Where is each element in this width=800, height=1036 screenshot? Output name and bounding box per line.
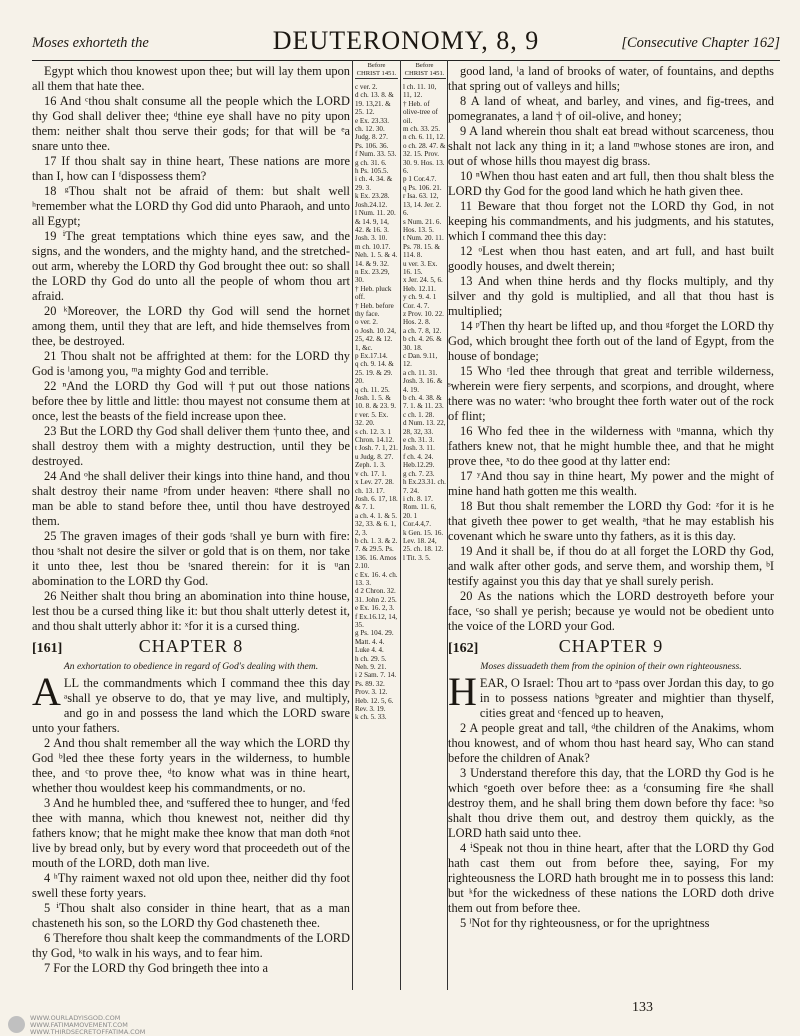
chapter-number: [162]	[448, 641, 479, 656]
cross-reference: a ch. 11. 31. Josh. 3. 16. & 4. 19.	[403, 368, 443, 394]
cross-reference: l Tit. 3. 5.	[403, 553, 431, 562]
verse: 2 A people great and tall, ᵈthe children of the Anakims, whom thou knowest, and of whom thou hast heard say, Who can stand before the children of Anak?	[448, 721, 774, 765]
cross-reference: f Num. 33. 53.	[355, 150, 397, 159]
running-header	[32, 26, 780, 61]
cross-reference: p 1 Cor.4.7.	[403, 175, 437, 184]
cross-reference: x Jer. 24. 5, 6. Heb. 12.11.	[403, 276, 443, 293]
drop-cap: A	[32, 669, 61, 714]
cross-reference: c Dan. 9.11, 12.	[403, 352, 438, 369]
verse: 18 ᵍThou shalt not be afraid of them: but shalt well ʰremember what the LORD thy God did unto Pharaoh, and unto all Egypt;	[32, 184, 350, 228]
cross-reference: b ch. 1. 3. & 2. 7. & 29.5. Ps. 136. 16. Amos 2.10.	[355, 536, 398, 571]
reference-list	[403, 83, 446, 562]
right-text-column	[448, 64, 774, 1004]
verse-1	[448, 669, 774, 721]
cross-reference: a ch. 7. 8, 12.	[403, 326, 442, 335]
cross-reference: o ver. 2.	[355, 318, 378, 327]
verse: good land, ˡa land of brooks of water, of fountains, and depths that spring out of valleys and hills;	[448, 64, 774, 93]
verse: 13 And when thine herds and thy flocks multiply, and thy silver and thy gold is multiplied, and all that thou hast is multiplied;	[448, 274, 774, 318]
cross-reference: q Ps. 106. 21.	[403, 183, 442, 192]
verse: 9 A land wherein thou shalt eat bread without scarceness, thou shalt not lack any thing in it; a land ᵐwhose stones are iron, and out of whose hills thou mayest dig brass.	[448, 124, 774, 168]
watermark-line: WWW.THIRDSECRETOFFATIMA.COM	[30, 1028, 146, 1036]
watermark-line: WWW.OURLADYISGOD.COM	[30, 1014, 121, 1022]
consecutive-chapter-label: [Consecutive Chapter 162]	[621, 35, 780, 51]
cross-reference: o Josh. 10. 24, 25, 42. & 12. 1, &c.	[355, 326, 396, 352]
verse: 15 Who ʳled thee through that great and terrible wilderness, ˢwherein were fiery serpents, and scorpions, and drought, where there was no water: ᵗwho brought thee forth water out of the rock of flint;	[448, 364, 774, 423]
cross-reference: r Isa. 63. 12, 13, 14. Jer. 2. 6.	[403, 192, 442, 218]
cross-reference: c ch. 1. 28.	[403, 410, 435, 419]
verse: 7 For the LORD thy God bringeth thee into a	[44, 961, 269, 974]
verse: 25 The graven images of their gods ʳshall ye burn with fire: thou ˢshalt not desire the silver or gold that is on them, nor take it unto thee, lest thou be ᵗsnared therein: for it is ᵘan abomination to the LORD thy God.	[32, 529, 350, 588]
cross-reference: k ch. 5. 33.	[355, 713, 387, 722]
verse: 19 And it shall be, if thou do at all forget the LORD thy God, and walk after other gods, and serve them, and worship them, ᵇI testify against you this day that ye shall surely perish.	[448, 544, 774, 588]
cross-reference: e Ex. 23.33. ch. 12. 30. Judg. 8. 27. Ps. 106. 36.	[355, 116, 390, 150]
cross-reference: i 2 Sam. 7. 14. Ps. 89. 32. Prov. 3. 12. Heb. 12. 5, 6. Rev. 3. 19.	[355, 671, 397, 714]
chapter-8-heading	[32, 638, 350, 660]
verse: 17 ʸAnd thou say in thine heart, My power and the might of mine hand hath gotten me this wealth.	[448, 469, 774, 498]
chapter-7-verses	[32, 64, 350, 634]
cross-reference: n Ex. 23.29, 30.	[355, 267, 390, 285]
chapter-summary: Moses dissuadeth them from the opinion of their own righteousness.	[480, 661, 742, 672]
verse: 8 A land of wheat, and barley, and vines, and fig-trees, and pomegranates, a land † of oil-olive, and honey;	[448, 94, 774, 123]
cross-reference: † Heb. pluck off.	[355, 284, 392, 302]
verse: 3 And he humbled thee, and ᵉsuffered thee to hunger, and ᶠfed thee with manna, which thou knewest not, neither did thy fathers know; that he might make thee know that man doth ᵍnot live by bread only, but by every word that proceedeth out of the mouth of the LORD, doth man live.	[32, 796, 350, 870]
header-left-text: Moses exhorteth the	[32, 35, 149, 51]
verse: 12 ᵒLest when thou hast eaten, and art full, and hast built goodly houses, and dwelt therein;	[448, 244, 774, 273]
verse: 22 ⁿAnd the LORD thy God will †put out those nations before thee by little and little: thou mayest not consume them at once, lest the beasts of the field increase upon thee.	[32, 379, 350, 423]
reference-list	[355, 83, 398, 722]
cross-reference: m ch. 33. 25.	[403, 125, 441, 134]
cross-reference: h Ps. 105.5.	[355, 167, 389, 176]
chapter-title: CHAPTER 8	[138, 636, 244, 656]
cross-reference: v ch. 17. 1.	[355, 469, 387, 478]
verse: 6 Therefore thou shalt keep the commandments of the LORD thy God, ᵏto walk in his ways, and to fear him.	[32, 931, 350, 960]
cross-reference: c ver. 2.	[355, 83, 378, 91]
cross-reference: h Ex.23.31. ch. 7. 24.	[403, 478, 446, 495]
cross-reference: † Heb. before thy face.	[355, 301, 394, 318]
cross-reference: b ch. 4. 38. & 7. 1. & 11. 23.	[403, 394, 444, 411]
cross-reference: p Ex.17.14.	[355, 352, 388, 360]
cross-reference: f ch. 4. 24. Heb.12.29.	[403, 452, 435, 470]
verse: 23 But the LORD thy God shall deliver them †unto thee, and shall destroy them with a mighty destruction, until they be destroyed.	[32, 424, 350, 468]
cross-reference: b ch. 4. 26. & 30. 18.	[403, 335, 442, 352]
verse: 20 As the nations which the LORD destroyeth before your face, ᶜso shall ye perish; because ye would not be obedient unto the voice of the LORD your God.	[448, 589, 774, 633]
watermark	[30, 1015, 145, 1036]
verse: 18 But thou shalt remember the LORD thy God: ᶻfor it is he that giveth thee power to get wealth, ᵃthat he may establish his covenant which he sware unto thy fathers, as it is this day.	[448, 499, 774, 543]
verse: 16 Who fed thee in the wilderness with ᵘmanna, which thy fathers knew not, that he might humble thee, and that he might prove thee, ˣto do thee good at thy latter end:	[448, 424, 774, 468]
cross-reference: g Ps. 104. 29. Matt. 4. 4. Luke 4. 4.	[355, 629, 394, 655]
cross-reference: k Ex. 23.28. Josh.24.12.	[355, 192, 390, 209]
left-text-column	[32, 64, 350, 974]
cross-reference: s Num. 21. 6. Hos. 13. 5.	[403, 217, 442, 234]
cross-reference: u ver. 3. Ex. 16. 15.	[403, 259, 438, 276]
verse: 16 And ᶜthou shalt consume all the people which the LORD thy God shall deliver thee; ᵈthine eye shall have no pity upon them: neither shalt thou serve their gods; for that will be ᵉa snare unto thee.	[32, 94, 350, 153]
drop-cap: H	[448, 669, 477, 714]
watermark-line: WWW.FATIMAMOVEMENT.COM	[30, 1021, 128, 1029]
chapter-9-verses	[448, 721, 774, 931]
cross-reference: t Num. 20. 11. Ps. 78. 15. & 114. 8.	[403, 234, 444, 260]
verse: 5 ˡNot for thy righteousness, or for the uprightness	[460, 916, 710, 930]
cross-reference: ch. 13. 17. Josh. 6. 17, 18. & 7. 1.	[355, 486, 398, 512]
reference-column-right	[403, 60, 446, 990]
chapter-8-verses	[32, 736, 350, 974]
verse: 24 And ᵒhe shall deliver their kings into thine hand, and thou shalt destroy their name ᵖfrom under heaven: ᵍthere shall no man be able to stand before thee, until thou have destroyed them.	[32, 469, 350, 528]
verse: 17 If thou shalt say in thine heart, These nations are more than I, how can I ᶠdispossess them?	[32, 154, 350, 183]
cross-reference: r ver. 5. Ex. 32. 20.	[355, 410, 389, 428]
site-logo-icon	[8, 1016, 25, 1033]
cross-reference: y ch. 9. 4. 1 Cor. 4. 7.	[403, 293, 437, 310]
page-number: 133	[632, 1000, 653, 1015]
verse: 26 Neither shalt thou bring an abomination into thine house, lest thou be a cursed thing like it: but thou shalt utterly detest it, and thou shalt utterly abhor it: ˣfor it is a cursed thing.	[32, 589, 350, 633]
cross-reference: m ch. 10.17. Neh. 1. 5. & 4. 14. & 9. 32.	[355, 242, 398, 268]
cross-reference: t Josh. 7. 1, 21.	[355, 444, 398, 453]
cross-reference: l ch. 11. 10, 11, 12.	[403, 83, 437, 100]
verse-text: EAR, O Israel: Thou art to ᵃpass over Jordan this day, to go in to possess nations ᵇgreater and mightier than thyself, cities great and ᶜfenced up to heaven,	[479, 676, 774, 720]
cross-reference: f Ex.16.12, 14, 35.	[355, 612, 398, 629]
verse: 10 ⁿWhen thou hast eaten and art full, then thou shalt bless the LORD thy God for the good land which he hath given thee.	[448, 169, 774, 198]
cross-reference: u Judg. 8. 27. Zeph. 1. 3.	[355, 452, 394, 470]
cross-reference: a ch. 4. 1. & 5. 32, 33. & 6. 1, 2, 3.	[355, 511, 397, 537]
chapter-9-heading	[448, 638, 774, 660]
verse: Egypt which thou knowest upon thee; but will lay them upon all them that hate thee.	[32, 64, 350, 93]
cross-reference: c Ex. 16. 4. ch. 13. 3.	[355, 570, 398, 587]
cross-reference: g ch. 31. 6.	[355, 158, 387, 167]
cross-reference: i ch. 8. 17. Rom. 11. 6, 20. 1 Cor.4.4,7.	[403, 494, 437, 529]
cross-reference: d ch. 13. 8. & 19. 13,21. & 25. 12.	[355, 91, 394, 117]
marginal-references	[352, 60, 448, 990]
column-rule	[400, 60, 401, 990]
verse: 5 ⁱThou shalt also consider in thine heart, that as a man chasteneth his son, so the LORD thy God chasteneth thee.	[32, 901, 350, 930]
verse: 14 ᵖThen thy heart be lifted up, and thou ᵍforget the LORD thy God, which brought thee forth out of the land of Egypt, from the house of bondage;	[448, 319, 774, 363]
book-title: DEUTERONOMY, 8, 9	[272, 26, 540, 55]
verse: 2 And thou shalt remember all the way which the LORD thy God ᵇled thee these forty years in the wilderness, to humble thee, and ᶜto prove thee, ᵈto know what was in thine heart, whether thou wouldest keep his commandments, or no.	[32, 736, 350, 795]
cross-reference: o ch. 28. 47. & 32. 15. Prov. 30. 9. Hos. 13. 6.	[403, 141, 446, 176]
cross-reference: g ch. 7. 23.	[403, 469, 435, 478]
cross-reference: d Num. 13. 22, 28, 32, 33.	[403, 419, 446, 436]
cross-reference: q ch. 9. 14. & 25. 19. & 29. 20.	[355, 360, 394, 386]
verse: 20 ᵏMoreover, the LORD thy God will send the hornet among them, until they that are left, and hide themselves from thee, be destroyed.	[32, 304, 350, 348]
verse: 19 ⁱThe great temptations which thine eyes saw, and the signs, and the wonders, and the mighty hand, and the stretched-out arm, whereby the LORD thy God brought thee out: so shall the LORD thy God do unto all the people of whom thou art afraid.	[32, 229, 350, 303]
reference-column-left	[355, 60, 398, 990]
verse-text: LL the commandments which I command thee this day ᵃshall ye observe to do, that ye may live, and multiply, and go in and possess the land which the LORD sware unto your fathers.	[32, 676, 350, 735]
verse: 11 Beware that thou forget not the LORD thy God, in not keeping his commandments, and his judgments, and his statutes, which I command thee this day:	[448, 199, 774, 243]
cross-reference: n ch. 6. 11, 12.	[403, 133, 445, 142]
chapter-number: [161]	[32, 641, 63, 656]
verse-1	[32, 669, 350, 736]
cross-reference: † Heb. of olive-tree of oil.	[403, 99, 438, 125]
cross-reference: d 2 Chron. 32. 31. John 2. 25.	[355, 587, 397, 604]
cross-reference: e ch. 31. 3. Josh. 3. 11.	[403, 436, 435, 453]
chapter-summary: An exhortation to obedience in regard of God's dealing with them.	[63, 661, 319, 672]
cross-reference: q ch. 11. 25. Josh. 1. 5. & 10. 8. & 23. 9.	[355, 385, 396, 411]
verse: 4 ⁱSpeak not thou in thine heart, after that the LORD thy God hath cast them out from before thee, saying, For my righteousness the LORD hath brought me in to possess this land: but ᵏfor the wickedness of these nations the LORD doth drive them out from before thee.	[448, 841, 774, 915]
cross-reference: s ch. 12. 3. 1 Chron. 14.12.	[355, 427, 395, 445]
verse: 4 ʰThy raiment waxed not old upon thee, neither did thy foot swell these forty years.	[32, 871, 350, 900]
chapter-8-verses-cont	[448, 64, 774, 634]
verse: 3 Understand therefore this day, that the LORD thy God is he which ᵉgoeth over before thee: as a ᶠconsuming fire ᵍhe shall destroy them, and he shall bring them down before thy face: ʰso shalt thou drive them out, and destroy them quickly, as the LORD hath said unto thee.	[448, 766, 774, 840]
cross-reference: e Ex. 16. 2, 3.	[355, 604, 395, 613]
cross-reference: i ch. 4. 34. & 29. 3.	[355, 175, 393, 192]
cross-reference: h ch. 29. 5. Neh. 9. 21.	[355, 654, 387, 672]
date-header: Before CHRIST 1451.	[404, 62, 445, 77]
date-header: Before CHRIST 1451.	[356, 62, 397, 77]
cross-reference: x Lev. 27. 28.	[355, 478, 394, 487]
cross-reference: z Prov. 10. 22. Hos. 2. 8.	[403, 309, 444, 327]
chapter-title: CHAPTER 9	[558, 636, 664, 656]
cross-reference: l Num. 11. 20. & 14. 9, 14, 42. & 16. 3. Josh. 3. 10.	[355, 209, 396, 243]
cross-reference: k Gen. 15. 16. Lev. 18. 24, 25. ch. 18. 12.	[403, 528, 444, 554]
verse: 21 Thou shalt not be affrighted at them: for the LORD thy God is ˡamong you, ᵐa mighty God and terrible.	[32, 349, 350, 378]
